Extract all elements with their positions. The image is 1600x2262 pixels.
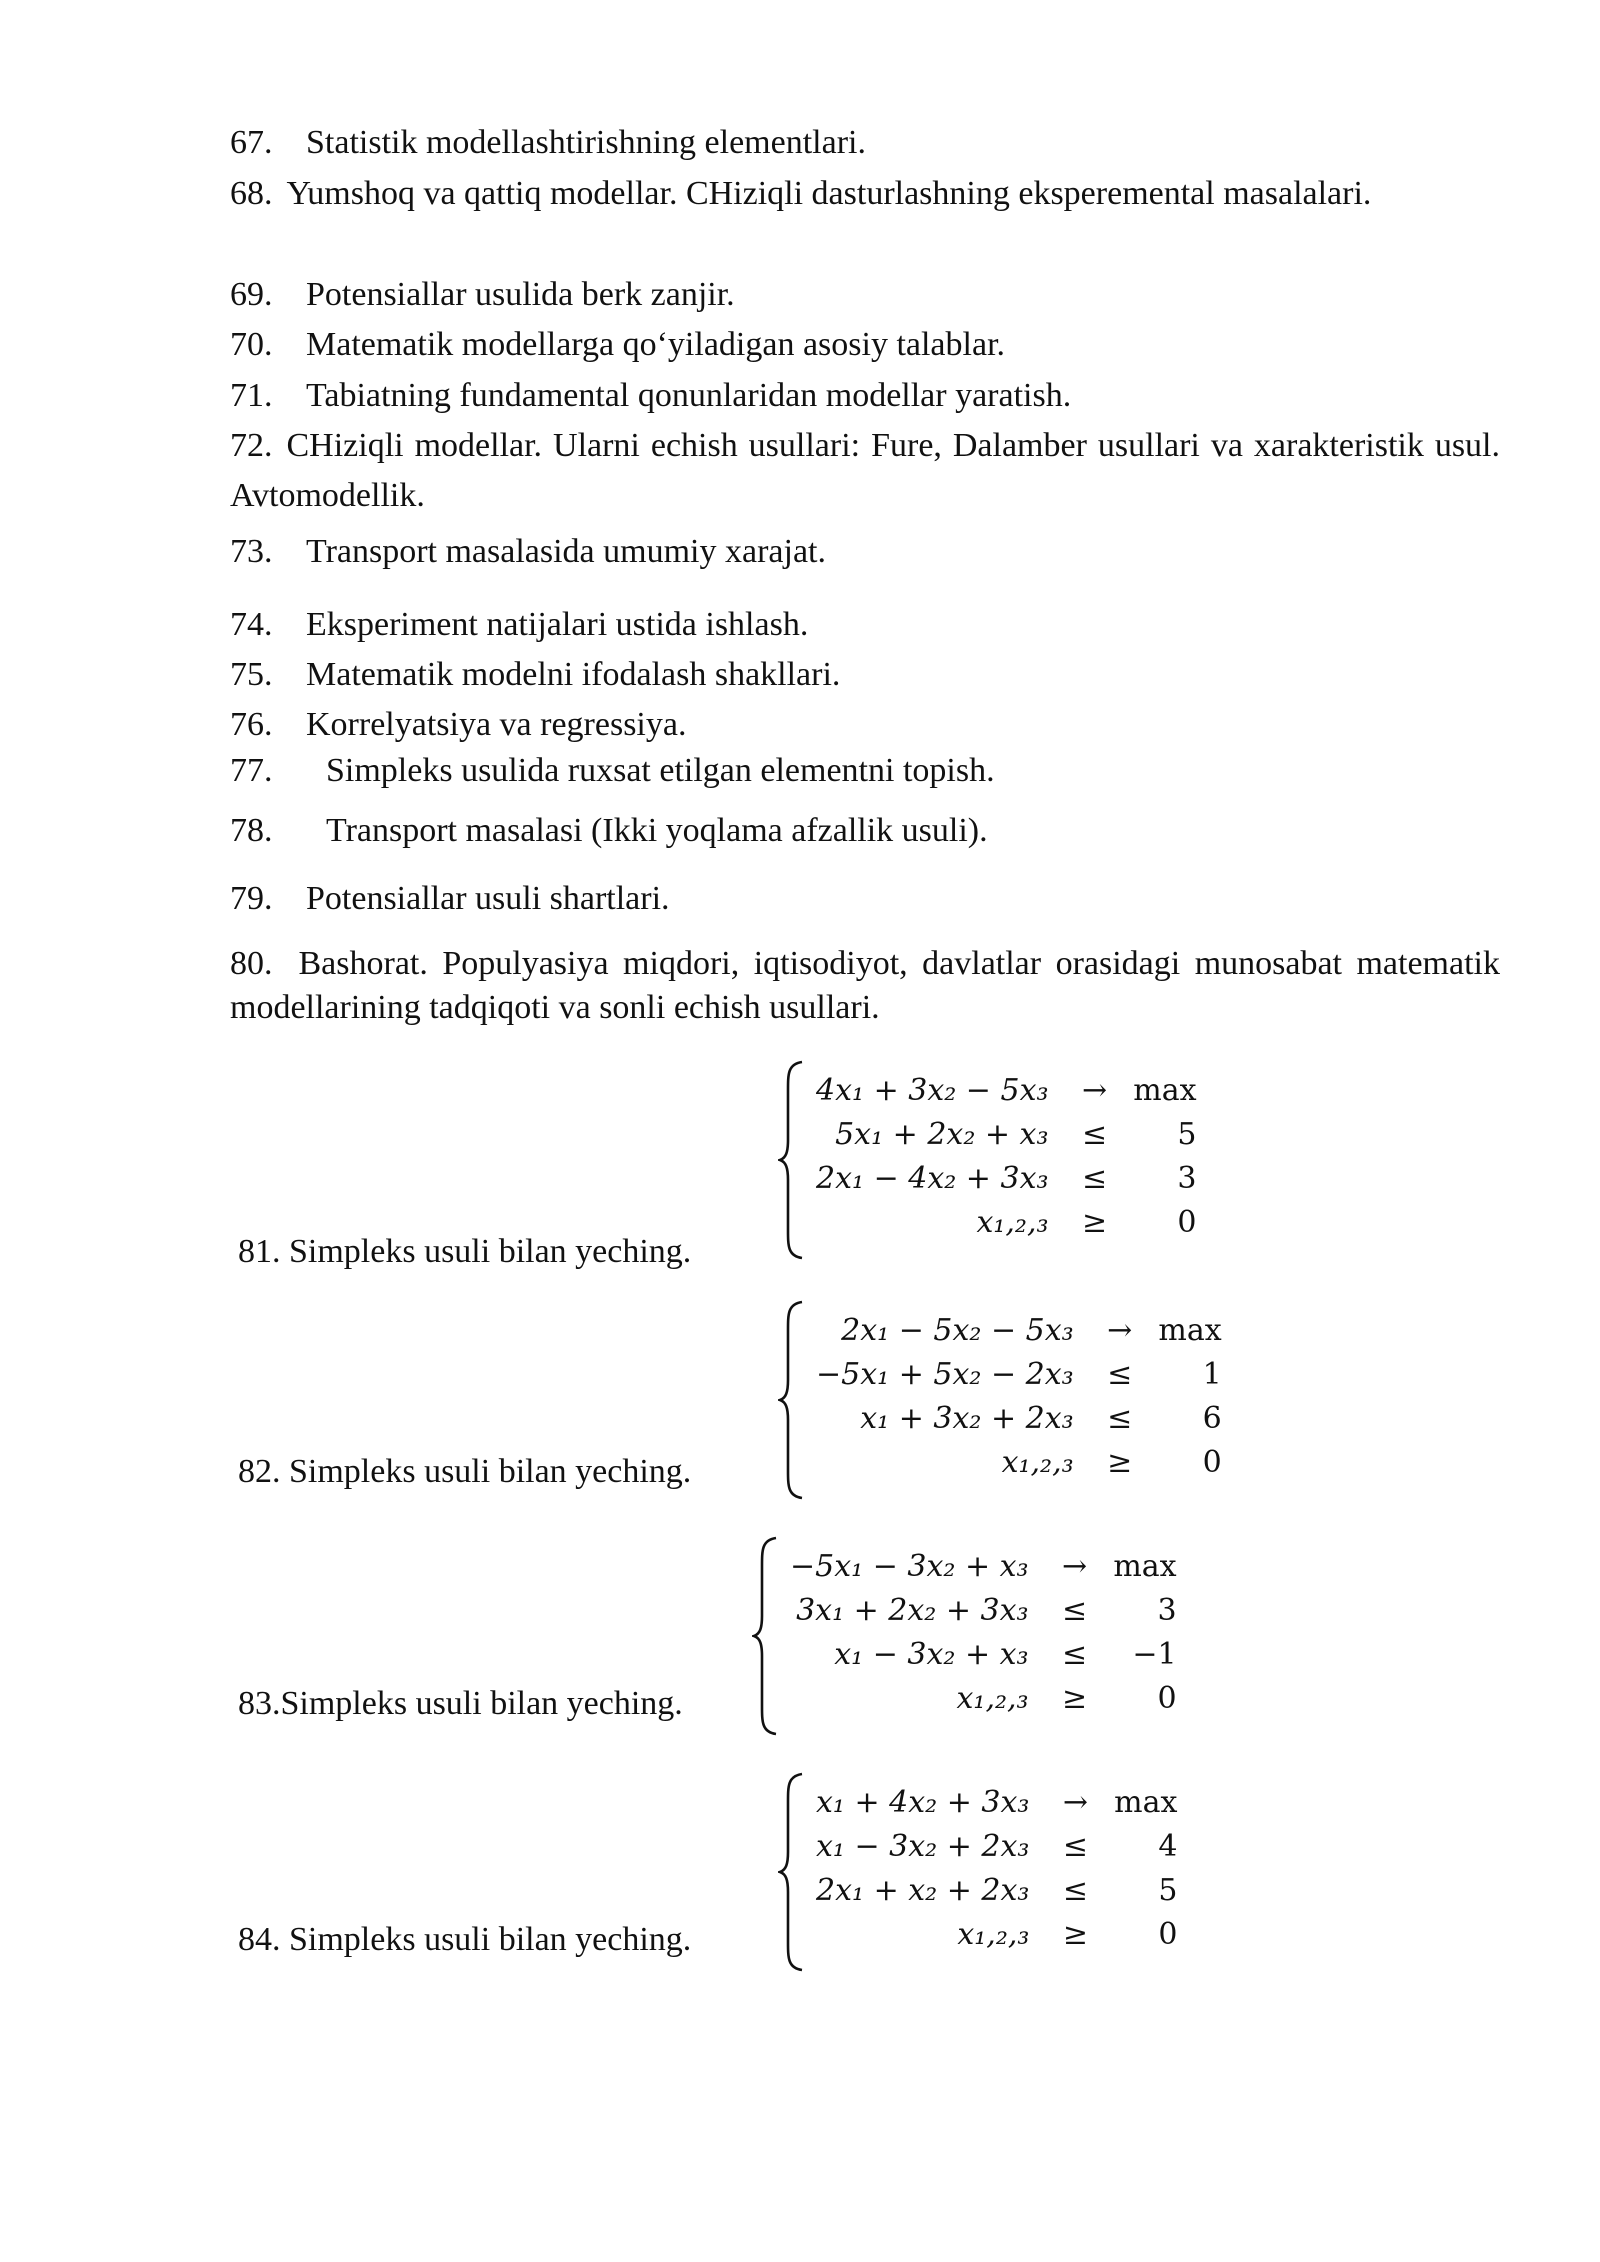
equation-relation: → [1062, 1548, 1088, 1584]
question-number: 75. [230, 656, 273, 693]
question-item [230, 942, 1500, 1030]
equation-relation: ≤ [1062, 1636, 1088, 1672]
question-number: 77. [230, 752, 273, 789]
equation-relation: ≥ [1107, 1444, 1133, 1480]
constraint-row [790, 1632, 1177, 1676]
question-item [230, 746, 1500, 796]
equation-system [778, 1772, 1238, 1972]
equation-system [778, 1300, 1238, 1500]
equation-rhs: max [1158, 1312, 1222, 1348]
equation-table [816, 1780, 1177, 1956]
equation-lhs: x₁ + 3x₂ + 2x₃ [860, 1400, 1074, 1436]
question-item [230, 600, 1500, 650]
equation-lhs: 2x₁ − 5x₂ − 5x₃ [841, 1312, 1074, 1348]
question-text: Yumshoq va qattiq modellar. CHiziqli dasturlashning eksperemental masalalari. [286, 175, 1372, 212]
constraint-row [816, 1352, 1222, 1396]
equation-rhs: 0 [1157, 1680, 1177, 1716]
question-number: 80. [230, 945, 273, 982]
equation-table [816, 1308, 1222, 1484]
question-item [230, 700, 1500, 750]
equation-rhs: 0 [1177, 1204, 1197, 1240]
equation-rhs: 3 [1177, 1160, 1197, 1196]
equation-relation: ≤ [1062, 1592, 1088, 1628]
left-brace [778, 1300, 806, 1500]
question-item [230, 320, 1500, 370]
question-text: Potensiallar usulida berk zanjir. [306, 276, 735, 313]
question-text: Transport masalasi (Ikki yoqlama afzallik usuli). [326, 812, 988, 849]
equation-lhs: −5x₁ + 5x₂ − 2x₃ [816, 1356, 1074, 1392]
left-brace [778, 1772, 806, 1972]
question-text: Statistik modellashtirishning elementlari. [306, 124, 866, 161]
equation-rhs: 4 [1158, 1828, 1178, 1864]
equation-lhs: x₁ + 4x₂ + 3x₃ [816, 1784, 1030, 1820]
equation-lhs: x₁ − 3x₂ + x₃ [834, 1636, 1029, 1672]
question-text: Matematik modelni ifodalash shakllari. [306, 656, 841, 693]
equation-lhs: 2x₁ + x₂ + 2x₃ [816, 1872, 1030, 1908]
equation-relation: ≤ [1081, 1116, 1108, 1152]
nonnegativity-row [816, 1440, 1222, 1484]
equation-rhs: 1 [1202, 1356, 1222, 1392]
question-item [230, 806, 1500, 856]
question-text: Bashorat. Populyasiya miqdori, iqtisodiyot, davlatlar orasidagi munosabat matematik modellarining tadqiqoti va sonli echish usullari. [230, 945, 1500, 1026]
equation-relation: ≥ [1062, 1916, 1088, 1952]
constraint-row [790, 1588, 1177, 1632]
equation-rhs: 5 [1158, 1872, 1178, 1908]
equation-lhs: x₁,₂,₃ [957, 1916, 1030, 1952]
question-number: 67. [230, 124, 273, 161]
left-brace [752, 1536, 780, 1736]
equation-lhs: x₁ − 3x₂ + 2x₃ [816, 1828, 1030, 1864]
question-item [230, 169, 1500, 219]
equation-relation: ≤ [1062, 1828, 1088, 1864]
equation-rhs: 0 [1158, 1916, 1178, 1952]
equation-lhs: 3x₁ + 2x₂ + 3x₃ [796, 1592, 1029, 1628]
equation-table [790, 1544, 1177, 1720]
question-item [230, 650, 1500, 700]
equation-relation: ≥ [1062, 1680, 1088, 1716]
question-number: 69. [230, 276, 273, 313]
equation-lhs: −5x₁ − 3x₂ + x₃ [790, 1548, 1029, 1584]
question-number: 79. [230, 880, 273, 917]
question-number: 73. [230, 533, 273, 570]
question-number: 74. [230, 606, 273, 643]
equation-relation: ≤ [1107, 1356, 1133, 1392]
nonnegativity-row [790, 1676, 1177, 1720]
problem-label: 81. Simpleks usuli bilan yeching. [238, 1233, 692, 1270]
question-text: Transport masalasida umumiy xarajat. [306, 533, 826, 570]
equation-system [778, 1060, 1238, 1260]
problem-label: 83.Simpleks usuli bilan yeching. [238, 1685, 683, 1722]
question-number: 71. [230, 377, 273, 414]
equation-lhs: 2x₁ − 4x₂ + 3x₃ [816, 1160, 1049, 1196]
objective-row [816, 1308, 1222, 1352]
objective-row [790, 1544, 1177, 1588]
nonnegativity-row [816, 1912, 1177, 1956]
equation-lhs: x₁,₂,₃ [976, 1204, 1049, 1240]
equation-rhs: −1 [1132, 1636, 1177, 1672]
equation-relation: ≤ [1062, 1872, 1088, 1908]
equation-relation: ≤ [1107, 1400, 1133, 1436]
constraint-row [816, 1112, 1197, 1156]
equation-relation: → [1107, 1312, 1133, 1348]
equation-system [752, 1536, 1212, 1736]
left-brace [778, 1060, 806, 1260]
constraint-row [816, 1824, 1177, 1868]
question-number: 70. [230, 326, 273, 363]
equation-lhs: x₁,₂,₃ [956, 1680, 1029, 1716]
equation-relation: ≥ [1081, 1204, 1108, 1240]
question-item [230, 421, 1500, 521]
nonnegativity-row [816, 1200, 1197, 1244]
equation-rhs: max [1113, 1548, 1177, 1584]
equation-lhs: x₁,₂,₃ [1001, 1444, 1074, 1480]
question-text: Matematik modellarga qo‘yiladigan asosiy talablar. [306, 326, 1006, 363]
problem-label: 82. Simpleks usuli bilan yeching. [238, 1453, 692, 1490]
equation-table [816, 1068, 1197, 1244]
question-text: CHiziqli modellar. Ularni echish usullari: Fure, Dalamber usullari va xarakteristik usul. Avtomodellik. [230, 427, 1500, 514]
question-text: Potensiallar usuli shartlari. [306, 880, 670, 917]
question-number: 72. [230, 427, 273, 464]
question-item [230, 118, 1500, 168]
question-text: Tabiatning fundamental qonunlaridan modellar yaratish. [306, 377, 1072, 414]
question-text: Simpleks usulida ruxsat etilgan elementni topish. [326, 752, 995, 789]
question-item [230, 270, 1500, 320]
equation-relation: ≤ [1081, 1160, 1108, 1196]
equation-relation: → [1081, 1072, 1108, 1108]
question-number: 76. [230, 706, 273, 743]
question-number: 68. [230, 175, 273, 212]
question-item [230, 874, 1500, 924]
equation-relation: → [1062, 1784, 1088, 1820]
objective-row [816, 1068, 1197, 1112]
equation-rhs: max [1133, 1072, 1197, 1108]
equation-rhs: 0 [1202, 1444, 1222, 1480]
question-item [230, 371, 1500, 421]
objective-row [816, 1780, 1177, 1824]
equation-rhs: 3 [1157, 1592, 1177, 1628]
constraint-row [816, 1156, 1197, 1200]
question-number: 78. [230, 812, 273, 849]
question-text: Korrelyatsiya va regressiya. [306, 706, 687, 743]
equation-lhs: 4x₁ + 3x₂ − 5x₃ [816, 1072, 1049, 1108]
constraint-row [816, 1396, 1222, 1440]
question-text: Eksperiment natijalari ustida ishlash. [306, 606, 809, 643]
constraint-row [816, 1868, 1177, 1912]
question-item [230, 527, 1500, 577]
equation-rhs: 5 [1177, 1116, 1197, 1152]
equation-lhs: 5x₁ + 2x₂ + x₃ [835, 1116, 1049, 1152]
equation-rhs: 6 [1202, 1400, 1222, 1436]
problem-label: 84. Simpleks usuli bilan yeching. [238, 1921, 692, 1958]
equation-rhs: max [1114, 1784, 1178, 1820]
